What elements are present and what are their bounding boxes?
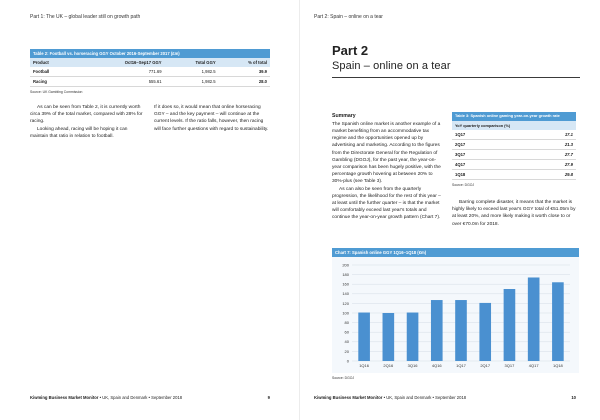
- table-row: [452, 139, 576, 149]
- chart-7: [332, 248, 579, 373]
- table-2: [30, 49, 270, 94]
- paragraph: Barring complete disaster, it means that the market is highly likely to exceed last year's GGY total of €51.05m by at least 20%, and more likely making it worth close to or over €70.0m for 2018.: [452, 200, 576, 227]
- col-header-ggy: Oct16–Sep17 GGY: [76, 58, 164, 67]
- bar-chart-svg: [332, 257, 579, 373]
- y-tick-label: 200: [342, 262, 349, 268]
- x-tick-label: 4Q17: [528, 363, 539, 368]
- table-header-row: [452, 121, 576, 130]
- col-header-yoy: YoY quarterly comparison (%): [452, 121, 576, 130]
- page-number: 10: [571, 395, 576, 400]
- x-tick-label: 1Q17: [456, 363, 466, 368]
- y-tick-label: 160: [342, 281, 349, 287]
- chart-caption: Chart 7: Spanish online GGY 1Q16–1Q18 (€m): [332, 248, 579, 257]
- paragraph: The Spanish online market is another example of a market benefiting from an accommodative tax regime and the opportunities opened up by advertising and marketing. According to the figures from the Directorate General for the Regulation of Gambling (DGOJ), for the past year, the year-on-year comparison has been hugely positive, with the percentage growth hovering at between 20% to 30%-plus (see Table 3).: [332, 121, 441, 185]
- table-row: [452, 130, 576, 140]
- running-head: Part 2: Spain – online on a tear: [314, 14, 383, 20]
- x-tick-label: 3Q17: [504, 363, 515, 368]
- y-tick-label: 100: [342, 310, 349, 316]
- table-cell: 28.0: [219, 77, 270, 87]
- table-cell: 4Q17: [452, 159, 518, 169]
- table-cell: Racing: [30, 77, 76, 87]
- chart-source: Source: DGOJ: [332, 376, 355, 380]
- text-column-2: [452, 199, 576, 228]
- text-column-1: [30, 104, 145, 140]
- summary-heading: Summary: [332, 113, 356, 119]
- table-cell: Football: [30, 67, 76, 77]
- summary-section: [332, 113, 442, 222]
- table-caption: Table 3: Spanish online gaming year-on-year growth rate: [452, 112, 576, 121]
- table-row: [30, 67, 270, 77]
- y-tick-label: 60: [344, 329, 349, 335]
- table-cell: 1,982.5: [165, 77, 219, 87]
- table-3: [452, 112, 576, 187]
- title-rule: [332, 77, 580, 78]
- paragraph: If it does so, it would mean that online horseracing GGY – and the key payment – will continue at the current levels. If the ratio falls, however, then racing will face further questions with regard to sustainability.: [154, 105, 269, 132]
- x-tick-label: 2Q17: [480, 363, 491, 368]
- table-header-row: [30, 58, 270, 67]
- paragraph: Looking ahead, racing will be hoping it can maintain that ratio in relation to football.: [30, 126, 128, 139]
- y-tick-label: 140: [342, 291, 349, 297]
- table-cell: 771.69: [76, 67, 164, 77]
- bar: [504, 289, 516, 361]
- table-caption: Table 2: Football vs. horseracing GGY October 2016-September 2017 (£m): [30, 49, 270, 58]
- paragraph: As can also be seen from the quarterly progression, the likelihood for the rest of this year – at least until the further quarter – is that the market will comfortably exceed last year's totals and continue the year-on-year growth pattern (Chart 7).: [332, 186, 441, 221]
- table-row: [30, 77, 270, 87]
- table-row: [452, 169, 576, 179]
- x-tick-label: 1Q16: [359, 363, 370, 368]
- part-subtitle: Spain – online on a tear: [332, 60, 451, 72]
- publication-name: Kiwming Business Market Monitor: [314, 395, 383, 400]
- table-cell: 2Q17: [452, 139, 518, 149]
- page-footer: [30, 395, 270, 400]
- footer-text: • UK, Spain and Denmark • September 2018: [382, 395, 467, 400]
- table-cell: 29.8: [518, 169, 576, 179]
- table-row: [452, 159, 576, 169]
- x-tick-label: 1Q18: [552, 363, 563, 368]
- y-tick-label: 180: [342, 272, 349, 277]
- table-source: Source: DGOJ: [452, 182, 475, 187]
- table-cell: 27.7: [518, 149, 576, 159]
- table-cell: 39.9: [219, 67, 270, 77]
- table-2-grid: [30, 58, 270, 87]
- table-3-grid: [452, 121, 576, 180]
- bar: [383, 313, 395, 361]
- x-tick-label: 3Q16: [407, 363, 418, 368]
- col-header-total: Total GGY: [165, 58, 219, 67]
- page-footer: [314, 395, 576, 400]
- bar: [528, 277, 540, 361]
- table-cell: 1Q17: [452, 130, 518, 140]
- y-tick-label: 120: [342, 300, 349, 306]
- bar: [552, 282, 564, 361]
- part-title: Part 2: [332, 43, 369, 58]
- table-cell: 27.9: [518, 159, 576, 169]
- y-tick-label: 40: [344, 339, 349, 345]
- paragraph: As can be seen from Table 2, it is currently worth circa 39% of the total market, compared with 28% for racing.: [30, 105, 143, 125]
- y-tick-label: 80: [344, 320, 349, 325]
- table-cell: 17.1: [518, 130, 576, 140]
- chart-plot-area: [332, 257, 579, 373]
- bar: [479, 303, 491, 361]
- page-number: 9: [267, 395, 270, 400]
- table-cell: 1Q18: [452, 169, 518, 179]
- text-column-2: [154, 104, 269, 133]
- publication-name: Kiwming Business Market Monitor: [30, 395, 99, 400]
- table-row: [452, 149, 576, 159]
- bar: [358, 313, 370, 361]
- table-cell: 3Q17: [452, 149, 518, 159]
- table-cell: 21.3: [518, 139, 576, 149]
- x-tick-label: 2Q16: [383, 363, 394, 368]
- table-cell: 1,982.5: [165, 67, 219, 77]
- y-tick-label: 0: [346, 358, 349, 364]
- bar: [431, 300, 443, 361]
- footer-text: • UK, Spain and Denmark • September 2018: [98, 395, 183, 400]
- table-cell: 555.61: [76, 77, 164, 87]
- x-tick-label: 4Q16: [431, 363, 442, 368]
- y-tick-label: 20: [344, 348, 349, 354]
- col-header-pct: % of total: [219, 58, 270, 67]
- right-page: [300, 0, 600, 420]
- running-head: Part 1: The UK – global leader still on growth path: [30, 14, 141, 20]
- col-header-product: Product: [30, 58, 76, 67]
- bar: [407, 313, 419, 361]
- bar: [455, 300, 467, 361]
- table-source: Source: UK Gambling Commission: [30, 90, 83, 94]
